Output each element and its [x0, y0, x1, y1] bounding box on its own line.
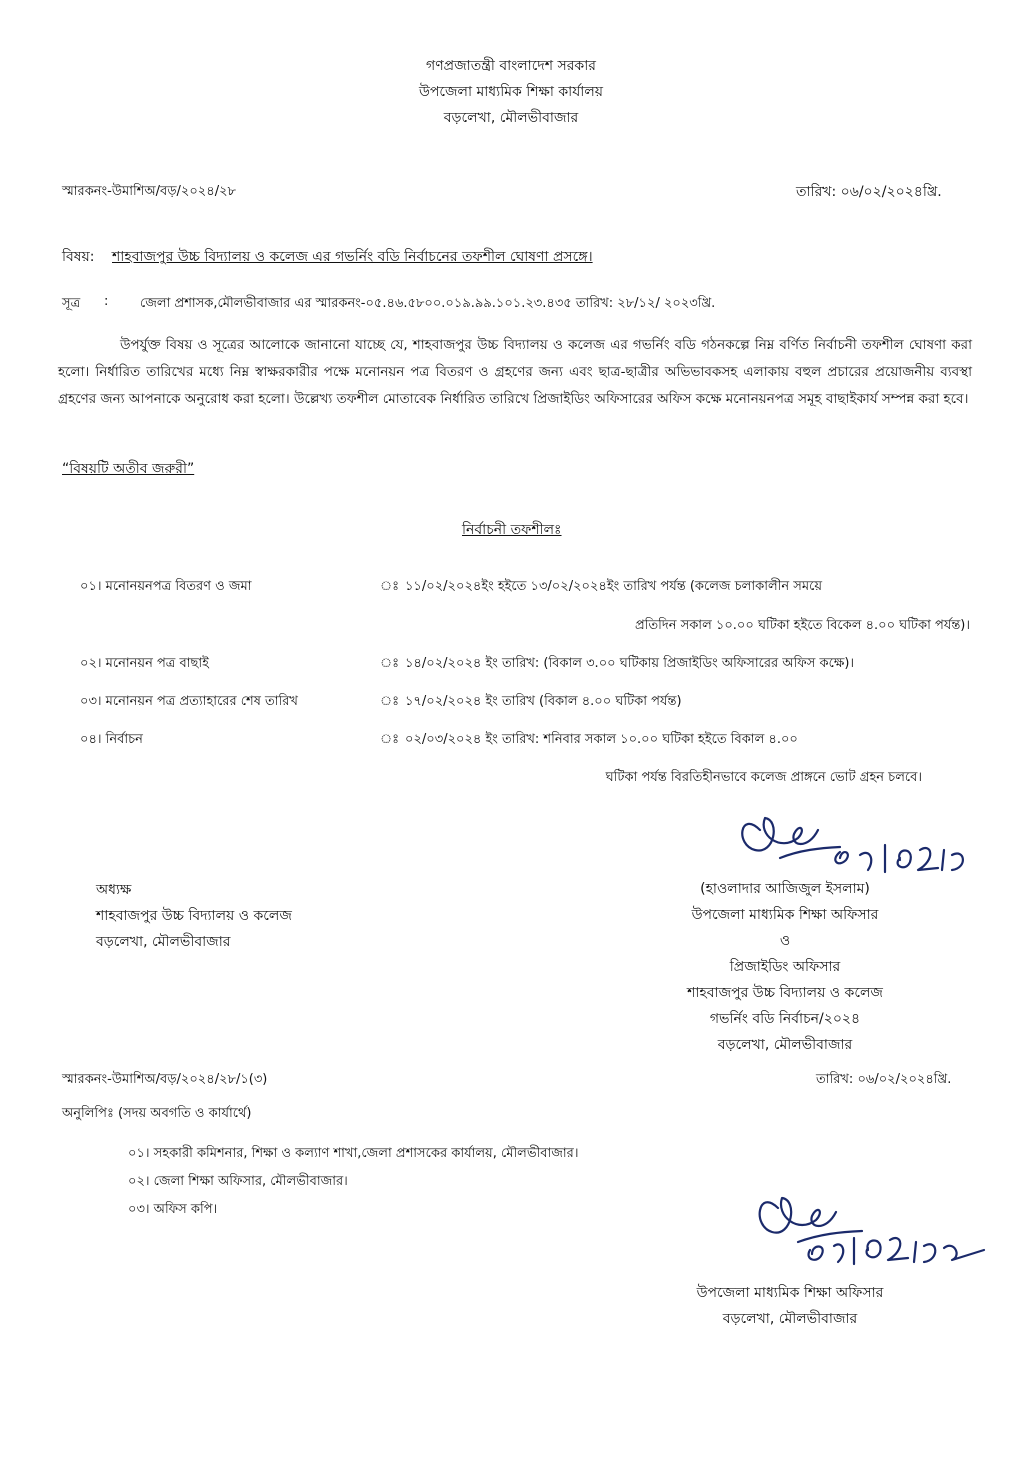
- header-office: উপজেলা মাধ্যমিক শিক্ষা কার্যালয়: [418, 84, 604, 100]
- copy-memo-number: স্মারকনং-উমাশিঅ/বড়/২০২৪/২৮/১(৩): [62, 1072, 268, 1087]
- copies-item: ০১। সহকারী কমিশনার, শিক্ষা ও কল্যাণ শাখা,জেলা প্রশাসকের কার্যালয়, মৌলভীবাজার।: [128, 1146, 579, 1161]
- recipient-location: বড়লেখা, মৌলভীবাজার: [96, 934, 231, 950]
- urgent-note: “বিষয়টি অতীব জরুরী”: [62, 461, 195, 477]
- schedule-item-label: ০২। মনোনয়ন পত্র বাছাই: [80, 656, 209, 671]
- body-paragraph: উপর্যুক্ত বিষয় ও সূত্রের আলোকে জানানো যাচ্ছে যে, শাহবাজপুর উচ্চ বিদ্যালয় ও কলেজ এর গভর্নিং বডি গঠনকল্পে নিম্ন বর্ণিত নির্বাচনী তফশীল ঘোষণা করা হলো। নির্ধারিত তারিখের মধ্যে নিম্ন স্বাক্ষরকারীর পক্ষে মনোনয়ন পত্র বিতরণ ও গ্রহণের জন্য এবং ছাত্র-ছাত্রীর অভিভাবকসহ এলাকায় বহুল প্রচারের প্রয়োজনীয় ব্যবস্থা গ্রহণের জন্য আপনাকে অনুরোধ করা হলো। উল্লেখ্য তফশীল মোতাবেক নির্ধারিত তারিখে প্রিজাইডিং অফিসারের অফিস কক্ষে মনোনয়নপত্র সমূহ বাছাইকার্য সম্পন্ন করা হবে।: [58, 337, 972, 407]
- schedule-item-label: ০১। মনোনয়নপত্র বিতরণ ও জমা: [80, 579, 252, 594]
- signatory-block-2: [640, 1280, 940, 1332]
- signatory-institution: শাহবাজপুর উচ্চ বিদ্যালয় ও কলেজ: [687, 985, 883, 1001]
- schedule-item-detail: ঘটিকা পর্যন্ত বিরতিহীনভাবে কলেজ প্রাঙ্গনে ভোট গ্রহন চলবে।: [605, 770, 922, 785]
- schedule-item-detail: ১১/০২/২০২৪ইং হইতে ১৩/০২/২০২৪ইং তারিখ পর্যন্ত (কলেজ চলাকালীন সময়ে: [405, 579, 822, 594]
- signatory-block: [620, 876, 950, 1058]
- schedule-title: নির্বাচনী তফশীলঃ: [462, 522, 562, 538]
- schedule-item-detail: ১৭/০২/২০২৪ ইং তারিখ (বিকাল ৪.০০ ঘটিকা পর্যন্ত): [405, 694, 682, 709]
- memo-date: তারিখ: ০৬/০২/২০২৪খ্রি.: [796, 184, 942, 200]
- signatory-election: গভর্নিং বডি নির্বাচন/২০২৪: [709, 1011, 861, 1027]
- schedule-item-label: ০৩। মনোনয়ন পত্র প্রত্যাহারের শেষ তারিখ: [80, 694, 298, 709]
- schedule-item-colon: ঃ: [380, 579, 400, 594]
- reference-label: সূত্র: [62, 296, 81, 311]
- reference-colon: :: [104, 294, 109, 309]
- reference-text: জেলা প্রশাসক,মৌলভীবাজার এর স্মারকনং-০৫.৪৬.৫৮০০.০১৯.৯৯.১০১.২৩.৪৩৫ তারিখ: ২৮/১২/ ২০২৩খ্রি.: [140, 296, 716, 311]
- memo-number: স্মারকনং-উমাশিঅ/বড়/২০২৪/২৮: [62, 184, 236, 199]
- recipient-title: অধ্যক্ষ: [96, 882, 132, 898]
- signatory-name: (হাওলাদার আজিজুল ইসলাম): [700, 881, 870, 897]
- schedule-item-detail: ০২/০৩/২০২৪ ইং তারিখ: শনিবার সকাল ১০.০০ ঘটিকা হইতে বিকাল ৪.০০: [405, 732, 798, 747]
- subject-label: বিষয়:: [62, 249, 95, 265]
- signatory-conjunction: ও: [779, 933, 791, 949]
- copies-item: ০২। জেলা শিক্ষা অফিসার, মৌলভীবাজার।: [128, 1174, 348, 1189]
- signatory-designation: উপজেলা মাধ্যমিক শিক্ষা অফিসার: [691, 907, 879, 923]
- signature-image-2: [740, 1180, 990, 1275]
- schedule-item-detail: ১৪/০২/২০২৪ ইং তারিখ: (বিকাল ৩.০০ ঘটিকায় প্রিজাইডিং অফিসারের অফিস কক্ষে)।: [405, 656, 855, 671]
- signatory-role: প্রিজাইডিং অফিসার: [729, 959, 841, 975]
- subject-text: শাহবাজপুর উচ্চ বিদ্যালয় ও কলেজ এর গভর্নিং বডি নির্বাচনের তফশীল ঘোষণা প্রসঙ্গে।: [112, 249, 593, 265]
- recipient-institution: শাহবাজপুর উচ্চ বিদ্যালয় ও কলেজ: [96, 908, 292, 924]
- signatory2-location: বড়লেখা, মৌলভীবাজার: [722, 1311, 858, 1327]
- copy-memo-date: তারিখ: ০৬/০২/২০২৪খ্রি.: [816, 1072, 952, 1087]
- schedule-item-colon: ঃ: [380, 732, 400, 747]
- schedule-item-detail: প্রতিদিন সকাল ১০.০০ ঘটিকা হইতে বিকেল ৪.০০ ঘটিকা পর্যন্ত)।: [635, 618, 970, 633]
- header-location: বড়লেখা, মৌলভীবাজার: [443, 110, 579, 126]
- header-govt: গণপ্রজাতন্ত্রী বাংলাদেশ সরকার: [426, 58, 596, 74]
- signatory-location: বড়লেখা, মৌলভীবাজার: [717, 1037, 853, 1053]
- copies-title: অনুলিপিঃ (সদয় অবগতি ও কার্যার্থে): [62, 1106, 252, 1121]
- signatory2-designation: উপজেলা মাধ্যমিক শিক্ষা অফিসার: [696, 1285, 884, 1301]
- schedule-item-colon: ঃ: [380, 694, 400, 709]
- schedule-item-colon: ঃ: [380, 656, 400, 671]
- schedule-item-label: ০৪। নির্বাচন: [80, 732, 143, 747]
- copies-item: ০৩। অফিস কপি।: [128, 1202, 218, 1217]
